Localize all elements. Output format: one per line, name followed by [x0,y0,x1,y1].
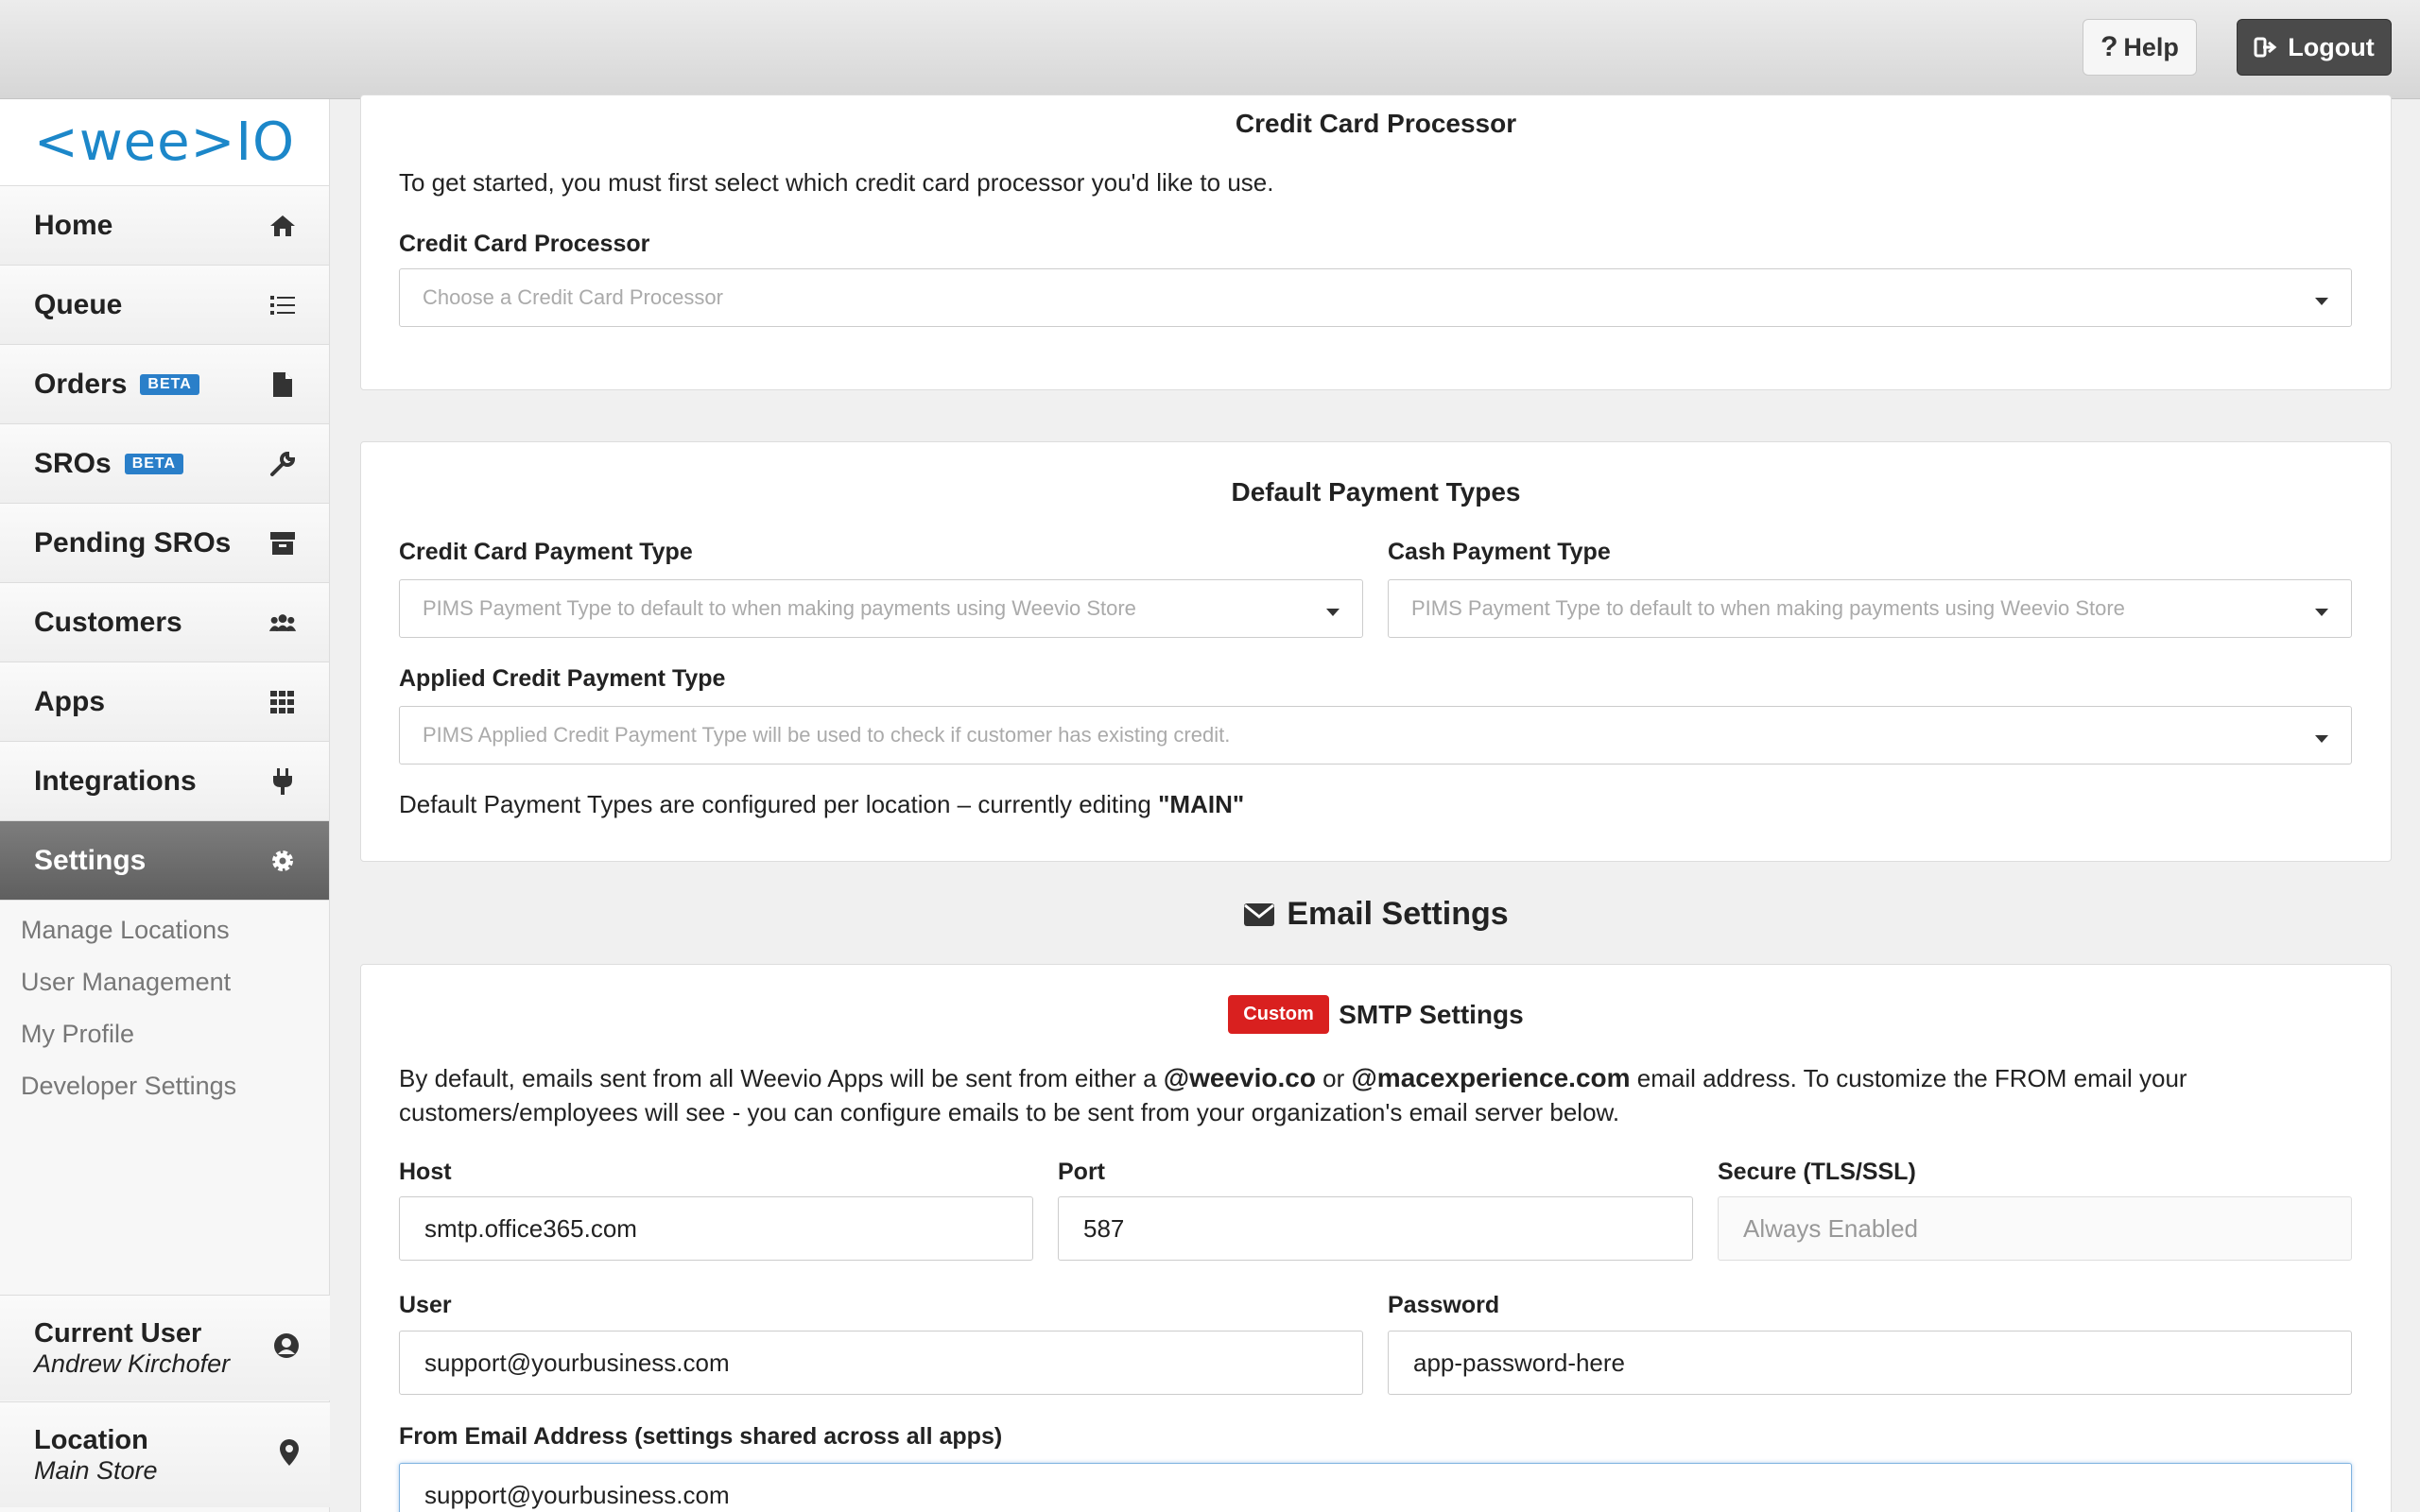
caret-down-icon [1326,609,1340,616]
help-button[interactable] [2083,19,2197,76]
map-marker-icon [279,1438,300,1471]
sidebar-item-label: Settings [34,844,147,876]
host-value: smtp.office365.com [424,1213,637,1243]
plug-icon [268,767,297,796]
custom-badge: Custom [1228,995,1328,1034]
subnav-my-profile[interactable]: My Profile [21,1020,135,1048]
host-input[interactable] [399,1196,1033,1261]
secure-label: Secure (TLS/SSL) [1718,1159,1916,1185]
location-item[interactable] [0,1401,330,1507]
sidebar-item-orders[interactable] [0,345,329,424]
from-email-value: support@yourbusiness.com [424,1480,730,1509]
current-user-title: Current User [34,1317,202,1349]
sidebar-item-customers[interactable] [0,583,329,662]
current-user-name: Andrew Kirchofer [34,1349,231,1378]
beta-badge: BETA [140,374,199,395]
cash-payment-type-label: Cash Payment Type [1388,539,1611,565]
users-icon [268,609,297,637]
cc-payment-type-select[interactable] [399,579,1363,638]
domain-weevio: @weevio.co [1163,1063,1316,1092]
user-label: User [399,1292,452,1318]
settings-subnav [0,901,329,1112]
sidebar-item-settings[interactable] [0,821,329,901]
user-value: support@yourbusiness.com [424,1348,730,1377]
sidebar-item-home[interactable] [0,186,329,266]
smtp-panel [360,964,2392,1512]
desc-text-2: email address. To customize the FROM email your customers/employees will see - you can configure emails to be sent from your organization's email server below. [399,1064,2187,1126]
grid-icon [268,688,297,716]
sidebar-item-label: Apps [34,685,105,717]
applied-credit-label: Applied Credit Payment Type [399,665,726,692]
sidebar-item-apps[interactable] [0,662,329,742]
sidebar-item-pending-sros[interactable] [0,504,329,583]
sidebar-item-label: Queue [34,288,123,320]
host-label: Host [399,1159,452,1185]
sidebar-item-label: Home [34,209,113,241]
secure-input [1718,1196,2352,1261]
location-name: Main Store [34,1455,158,1485]
location-title: Location [34,1424,148,1455]
smtp-title-row [361,995,2391,1034]
subnav-user-management[interactable]: User Management [21,968,232,996]
desc-or: or [1315,1064,1352,1092]
domain-macexperience: @macexperience.com [1351,1063,1631,1092]
select-placeholder: Choose a Credit Card Processor [423,285,723,309]
cc-processor-intro: To get started, you must first select which credit card processor you'd like to use. [399,168,1274,197]
port-value: 587 [1083,1213,1125,1243]
applied-credit-select[interactable] [399,706,2352,765]
current-user-item[interactable] [0,1295,330,1400]
cash-payment-type-select[interactable] [1388,579,2352,638]
user-input[interactable] [399,1331,1363,1395]
sidebar-item-label: Customers [34,606,182,638]
payment-types-title: Default Payment Types [1231,477,1521,507]
logout-label: Logout [2288,32,2375,61]
cc-processor-title: Credit Card Processor [1235,109,1517,138]
caret-down-icon [2315,609,2328,616]
top-bar [0,0,2420,99]
payment-types-note [399,790,1244,819]
list-icon [268,291,297,319]
select-placeholder: PIMS Applied Credit Payment Type will be used to check if customer has existing credit. [423,723,1231,747]
gear-icon [268,847,297,875]
subnav-manage-locations[interactable]: Manage Locations [21,916,230,944]
wrench-icon [268,450,297,478]
weevio-logo[interactable] [0,99,329,186]
user-circle-icon [273,1332,300,1364]
sidebar-item-label: SROs [34,447,112,479]
help-label: Help [2123,32,2179,61]
sidebar-item-integrations[interactable] [0,742,329,821]
email-settings-heading [360,896,2392,933]
note-text: Default Payment Types are configured per location – currently editing [399,790,1159,818]
password-label: Password [1388,1292,1500,1318]
sidebar-item-queue[interactable] [0,266,329,345]
port-label: Port [1058,1159,1105,1185]
logout-button[interactable] [2237,19,2392,76]
desc-text: By default, emails sent from all Weevio Apps will be sent from either a [399,1064,1164,1092]
from-email-label: From Email Address (settings shared across all apps) [399,1423,1003,1450]
note-location: "MAIN" [1158,790,1245,818]
secure-value: Always Enabled [1743,1213,1918,1243]
sidebar-item-label: Integrations [34,765,197,797]
password-input[interactable] [1388,1331,2352,1395]
smtp-title: SMTP Settings [1339,999,1524,1029]
email-settings-title: Email Settings [1287,896,1509,932]
port-input[interactable] [1058,1196,1693,1261]
smtp-description [399,1061,2356,1129]
file-icon [268,370,297,399]
box-icon [268,529,297,558]
sidebar-item-label: Orders [34,368,128,400]
envelope-icon [1243,902,1275,927]
beta-badge: BETA [125,454,183,474]
home-icon [268,212,297,240]
sidebar-item-sros[interactable] [0,424,329,504]
cc-processor-select[interactable] [399,268,2352,327]
caret-down-icon [2315,298,2328,305]
caret-down-icon [2315,735,2328,743]
subnav-developer-settings[interactable]: Developer Settings [21,1072,237,1100]
sidebar [0,99,330,1512]
question-icon: ? [2100,31,2118,62]
from-email-input[interactable] [399,1463,2352,1512]
select-placeholder: PIMS Payment Type to default to when making payments using Weevio Store [423,596,1136,620]
cc-processor-label: Credit Card Processor [399,231,650,257]
cc-payment-type-label: Credit Card Payment Type [399,539,693,565]
logout-icon [2254,36,2278,59]
password-value: app-password-here [1413,1348,1626,1377]
logo-text: <wee>IO [33,112,296,173]
cc-processor-panel [360,94,2392,390]
select-placeholder: PIMS Payment Type to default to when making payments using Weevio Store [1411,596,2125,620]
payment-types-panel [360,441,2392,862]
sidebar-item-label: Pending SROs [34,526,232,558]
